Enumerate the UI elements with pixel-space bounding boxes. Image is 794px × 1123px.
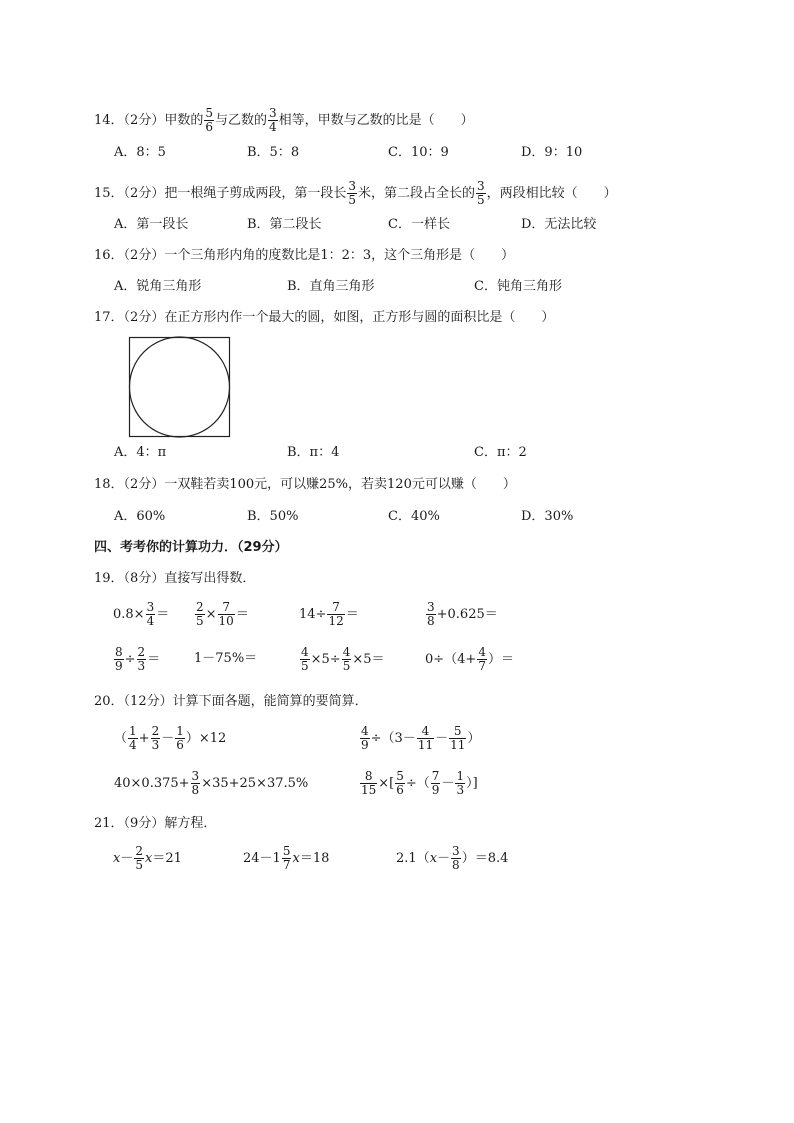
numerator: 8 [115, 645, 123, 659]
expr-text: × [205, 607, 217, 622]
denominator: 12 [328, 614, 344, 628]
q15-text-b: 米，第二段占全长的 [357, 186, 475, 201]
fraction [431, 770, 441, 797]
denominator: 3 [137, 659, 146, 673]
expr-text: ＝18 [299, 851, 330, 866]
denominator: 9 [115, 659, 123, 673]
fraction [195, 601, 205, 628]
expr-text: － [437, 851, 451, 866]
fraction [134, 845, 144, 872]
q17-option-a[interactable]: A．4：π [114, 445, 167, 460]
q15-option-c[interactable]: C．一样长 [388, 217, 450, 232]
numerator: 2 [135, 844, 143, 858]
expr-text: ×[ [378, 776, 395, 791]
numerator: 3 [269, 106, 277, 120]
expr-text: ＝21 [152, 851, 182, 866]
q14-option-c[interactable]: C．10：9 [388, 145, 449, 160]
q17-option-b[interactable]: B．π：4 [287, 445, 340, 460]
q20-expr-2 [359, 725, 480, 752]
expr-text: ）＝ [487, 652, 514, 667]
expr-text: + [138, 731, 150, 746]
denominator: 11 [450, 738, 466, 752]
expr-text: ×5＝ [352, 652, 385, 667]
q14-option-d[interactable]: D．9：10 [521, 145, 583, 160]
expr-text: － [441, 776, 455, 791]
numerator: 3 [477, 179, 485, 193]
q14-option-b[interactable]: B．5：8 [247, 145, 300, 160]
denominator: 15 [361, 783, 377, 797]
numerator: 5 [453, 724, 462, 738]
q14-text-b: 与乙数的 [214, 113, 267, 128]
numerator: 7 [431, 769, 440, 783]
denominator: 6 [205, 120, 213, 134]
fraction [128, 725, 138, 752]
q18-option-c[interactable]: C．40% [388, 509, 440, 524]
question-15 [94, 180, 617, 207]
numerator: 4 [301, 645, 309, 659]
q14-number: 14．（2分） [94, 113, 165, 128]
expr-text: 40×0.375+ [114, 776, 190, 791]
square-shape [130, 338, 230, 437]
expr-text: 24－1 [243, 851, 281, 866]
fraction [360, 770, 377, 797]
q20-expr-1 [114, 725, 226, 752]
denominator: 9 [431, 783, 440, 797]
fraction [137, 646, 147, 673]
fraction [175, 725, 185, 752]
q19-expr-3 [299, 601, 359, 628]
denominator: 5 [348, 193, 356, 207]
q15-fraction-a [347, 180, 357, 207]
q21-equation-3 [396, 845, 508, 872]
numerator: 5 [205, 106, 213, 120]
numerator: 4 [361, 724, 369, 738]
numerator: 1 [456, 769, 465, 783]
denominator: 7 [478, 659, 486, 673]
expr-text: 0÷（4+ [425, 652, 477, 667]
q14-fraction-a [204, 107, 214, 134]
denominator: 5 [342, 659, 351, 673]
numerator: 1 [129, 724, 137, 738]
fraction [426, 601, 436, 628]
expr-text: ＝ [345, 607, 359, 622]
q15-fraction-b [476, 180, 486, 207]
fraction [300, 646, 310, 673]
q14-text-c: 相等，甲数与乙数的比是（ ） [278, 113, 474, 128]
numerator: 3 [452, 844, 460, 858]
q18-option-d[interactable]: D．30% [521, 509, 574, 524]
q20-expr-3 [114, 770, 308, 797]
q17-option-c[interactable]: C．π：2 [474, 445, 527, 460]
q15-option-b[interactable]: B．第二段长 [247, 217, 322, 232]
denominator: 3 [151, 738, 160, 752]
denominator: 4 [146, 614, 155, 628]
denominator: 11 [417, 738, 434, 752]
q16-option-a[interactable]: A．锐角三角形 [114, 279, 202, 294]
denominator: 7 [282, 858, 291, 872]
expr-text: ） [467, 731, 481, 746]
expr-text: － [435, 731, 449, 746]
expr-text: ×5÷ [310, 652, 341, 667]
numerator: 3 [348, 179, 356, 193]
denominator: 5 [135, 858, 143, 872]
fraction [455, 770, 465, 797]
fraction [146, 601, 156, 628]
q14-fraction-b [268, 107, 278, 134]
fraction [218, 601, 235, 628]
fraction [342, 646, 352, 673]
expr-text: ）] [466, 776, 478, 791]
expr-text: ×35+25×37.5% [201, 776, 309, 791]
expr-text: ）＝8.4 [461, 851, 509, 866]
denominator: 3 [456, 783, 465, 797]
fraction [327, 601, 344, 628]
q19-expr-8 [425, 646, 514, 673]
expr-text: ＝ [235, 607, 249, 622]
denominator: 6 [396, 783, 404, 797]
fraction [417, 725, 434, 752]
numerator: 8 [364, 769, 373, 783]
q19-expr-4 [425, 601, 498, 628]
numerator: 3 [146, 600, 155, 614]
question-16: 16．（2分）一个三角形内角的度数比是1：2：3，这个三角形是（ ） [94, 248, 515, 263]
q19-expr-7 [299, 646, 385, 673]
numerator: 4 [342, 645, 351, 659]
denominator: 5 [301, 659, 309, 673]
q20-expr-4 [359, 770, 478, 797]
q14-text-a: 甲数的 [164, 113, 204, 128]
q15-option-d[interactable]: D．无法比较 [521, 217, 597, 232]
expr-text: ÷（ [405, 776, 430, 791]
question-18: 18．（2分）一双鞋若卖100元，可以赚25%，若卖120元可以赚（ ） [94, 477, 516, 492]
q16-option-b[interactable]: B．直角三角形 [287, 279, 375, 294]
fraction [282, 845, 292, 872]
q14-option-a[interactable]: A．8：5 [114, 145, 166, 160]
denominator: 10 [218, 614, 234, 628]
denominator: 8 [452, 858, 460, 872]
q18-option-a[interactable]: A．60% [114, 509, 166, 524]
expr-text: （ [114, 731, 128, 746]
fraction [449, 725, 466, 752]
square-circle-figure [128, 336, 231, 439]
question-21: 21．（9分）解方程． [94, 816, 217, 831]
q19-expr-5 [113, 646, 160, 673]
numerator: 4 [421, 724, 430, 738]
numerator: 7 [332, 600, 340, 614]
question-19: 19．（8分）直接写出得数． [94, 571, 256, 586]
q19-expr-2 [194, 601, 249, 628]
q18-option-b[interactable]: B．50% [247, 509, 299, 524]
expr-text: 2.1（ [396, 851, 430, 866]
numerator: 4 [478, 645, 486, 659]
q19-expr-1 [113, 601, 169, 628]
numerator: 1 [176, 724, 184, 738]
denominator: 4 [269, 120, 277, 134]
expr-text: 14÷ [299, 607, 327, 622]
fraction [191, 770, 201, 797]
q21-equation-1 [113, 845, 182, 872]
expr-text: － [120, 851, 134, 866]
denominator: 8 [191, 783, 200, 797]
question-14 [94, 107, 474, 134]
denominator: 5 [477, 193, 485, 207]
expr-text: ）×12 [185, 731, 227, 746]
q15-option-a[interactable]: A．第一段长 [114, 217, 189, 232]
expr-text: ＝ [147, 652, 161, 667]
fraction [395, 770, 405, 797]
numerator: 2 [151, 724, 160, 738]
numerator: 2 [137, 645, 146, 659]
q15-text-c: ，两段相比较（ ） [486, 186, 617, 201]
variable: x [145, 851, 153, 866]
numerator: 7 [222, 600, 230, 614]
fraction [477, 646, 487, 673]
circle-shape [130, 337, 230, 437]
denominator: 6 [176, 738, 184, 752]
q21-equation-2 [243, 845, 329, 872]
q15-text-a: 把一根绳子剪成两段，第一段长 [164, 186, 347, 201]
fraction [451, 845, 461, 872]
numerator: 3 [191, 769, 200, 783]
expr-text: ＝ [156, 607, 170, 622]
expr-text: ÷（3－ [370, 731, 416, 746]
numerator: 2 [196, 600, 204, 614]
q16-option-c[interactable]: C．钝角三角形 [474, 279, 562, 294]
numerator: 5 [396, 769, 404, 783]
variable: x [292, 851, 300, 866]
variable: x [113, 851, 121, 866]
expr-text: ÷ [124, 652, 136, 667]
denominator: 5 [196, 614, 204, 628]
expr-text: +0.625＝ [436, 607, 498, 622]
fraction [360, 725, 370, 752]
denominator: 8 [427, 614, 435, 628]
numerator: 5 [282, 844, 291, 858]
numerator: 3 [427, 600, 435, 614]
question-20: 20．（12分）计算下面各题，能简算的要简算． [94, 694, 368, 709]
q19-expr-6: 1－75%＝ [194, 651, 258, 666]
denominator: 9 [361, 738, 369, 752]
variable: x [429, 851, 438, 866]
fraction [114, 646, 124, 673]
section-4-heading: 四、考考你的计算功力．（29分） [94, 540, 288, 555]
question-17: 17．（2分）在正方形内作一个最大的圆，如图，正方形与圆的面积比是（ ） [94, 310, 555, 325]
expr-text: － [161, 731, 175, 746]
q15-number: 15．（2分） [94, 186, 165, 201]
denominator: 4 [129, 738, 137, 752]
expr-text: 0.8× [113, 607, 145, 622]
fraction [151, 725, 161, 752]
